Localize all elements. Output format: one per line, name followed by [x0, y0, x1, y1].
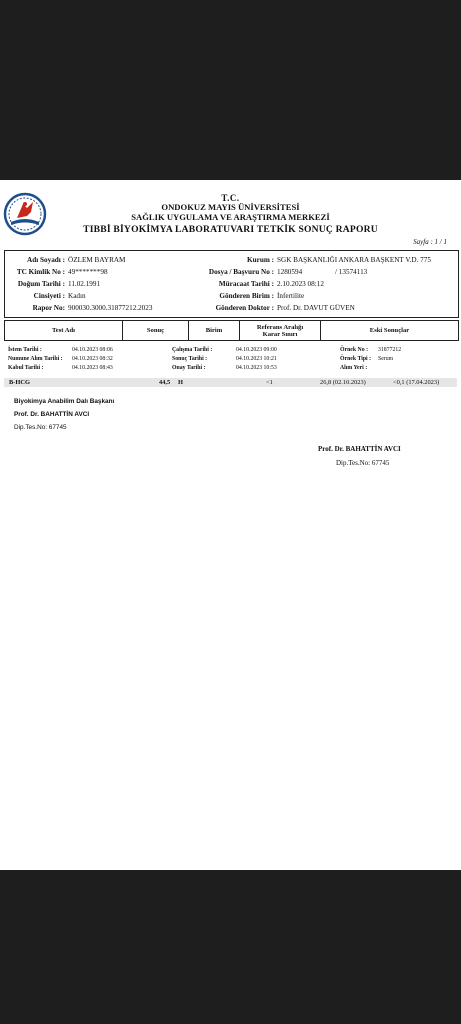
type-label-text: Örnek Tipi : [340, 356, 372, 362]
admission-date: 2.10.2023 08:12 [277, 280, 324, 288]
accept-date-row [8, 365, 43, 371]
approve-label [172, 365, 206, 371]
col-test-name: Test Adı [5, 321, 123, 340]
sample-date: 04.10.2023 08:32 [72, 356, 113, 362]
institution-label: Kurum : [247, 256, 274, 264]
request-date: 04.10.2023 08:06 [72, 347, 113, 353]
old-result-2: <0,1 (17.04.2023) [393, 379, 440, 386]
signature-dip-2: Dip.Tes.No: 67745 [336, 459, 390, 467]
page-number: Sayfa : 1 / 1 [413, 238, 447, 246]
result-flag: H [178, 379, 183, 386]
approve-label-text: Onay Tarihi : [172, 365, 206, 371]
col-unit: Birim [189, 321, 240, 340]
table-row [4, 378, 457, 387]
sending-doctor: Prof. Dr. DAVUT GÜVEN [277, 304, 355, 312]
report-page [0, 180, 461, 870]
signature-name-2: Prof. Dr. BAHATTİN AVCI [318, 445, 401, 453]
results-table-header [4, 320, 459, 341]
dob-value: 11.02.1991 [68, 280, 101, 288]
header-tc: T.C. [221, 193, 240, 203]
tc-number: 49*******98 [68, 268, 108, 276]
report-number: 900030.3000.31877212.2023 [68, 304, 153, 312]
admission-label: Müracaat Tarihi : [218, 280, 274, 288]
col-result: Sonuç [123, 321, 189, 340]
result-date: 04.10.2023 10:21 [236, 356, 277, 362]
approve-date: 04.10.2023 10:53 [236, 365, 277, 371]
gender-label: Cinsiyeti : [33, 292, 65, 300]
sample-label: Numune Alım Tarihi : [8, 356, 63, 362]
col-reference [240, 321, 321, 340]
tc-label: TC Kimlik No : [16, 268, 65, 276]
result-label [172, 356, 207, 362]
work-label [172, 347, 212, 353]
dob-label: Doğum Tarihi : [17, 280, 65, 288]
doctor-label: Gönderen Doktor : [215, 304, 274, 312]
request-date-row [8, 347, 42, 353]
test-name: B-HCG [9, 379, 30, 386]
specimen-type: Serum [378, 356, 394, 362]
accept-date: 04.10.2023 08:43 [72, 365, 113, 371]
header-university: ONDOKUZ MAYIS ÜNİVERSİTESİ [161, 202, 300, 212]
col-reference-line1: Referans Aralığı [256, 323, 304, 331]
result-value: 44,5 [159, 379, 171, 386]
work-date: 04.10.2023 09:00 [236, 347, 277, 353]
col-old-results: Eski Sonuçlar [369, 327, 410, 334]
work-label-text: Çalışma Tarihi : [172, 347, 213, 353]
gender-value: Kadın [68, 292, 86, 300]
specimen-label [340, 347, 368, 353]
type-label [340, 356, 371, 362]
accept-label: Kabul Tarihi : [8, 365, 44, 371]
sample-date-row [8, 356, 63, 362]
signature-name: Prof. Dr. BAHATTİN AVCI [14, 411, 90, 418]
old-result-1: 26,8 (02.10.2023) [320, 379, 366, 386]
institution-value: SGK BAŞKANLIĞI ANKARA BAŞKENT V.D. 775 [277, 256, 431, 264]
request-label: İstem Tarihi : [8, 347, 42, 353]
header-center: SAĞLIK UYGULAMA VE ARAŞTIRMA MERKEZİ [131, 212, 330, 222]
col-reference-line2: Karar Sınırı [262, 330, 298, 338]
signature-title: Biyokimya Anabilim Dalı Başkanı [14, 398, 115, 405]
result-label-text: Sonuç Tarihi : [172, 356, 208, 362]
patient-info-box [4, 250, 459, 318]
place-label-text: Alım Yeri : [340, 365, 368, 371]
place-label [340, 365, 367, 371]
sending-unit: İnfertilite [277, 292, 305, 300]
report-label: Rapor No: [32, 304, 65, 312]
specimen-label-text: Örnek No : [340, 347, 369, 353]
application-number: / 13574113 [335, 268, 368, 276]
reference-value: <1 [266, 379, 273, 386]
file-label: Dosya / Başvuru No : [208, 268, 274, 276]
unit-label: Gönderen Birim : [219, 292, 274, 300]
header-report-title: TIBBİ BİYOKİMYA LABORATUVARI TETKİK SONUÇ RAPORU [83, 224, 378, 235]
file-number: 1280594 [277, 268, 303, 276]
signature-dip: Dip.Tes.No: 67745 [14, 424, 67, 431]
patient-name: ÖZLEM BAYRAM [68, 256, 126, 264]
name-label: Adı Soyadı : [27, 256, 65, 264]
specimen-number: 31877212 [378, 347, 402, 353]
